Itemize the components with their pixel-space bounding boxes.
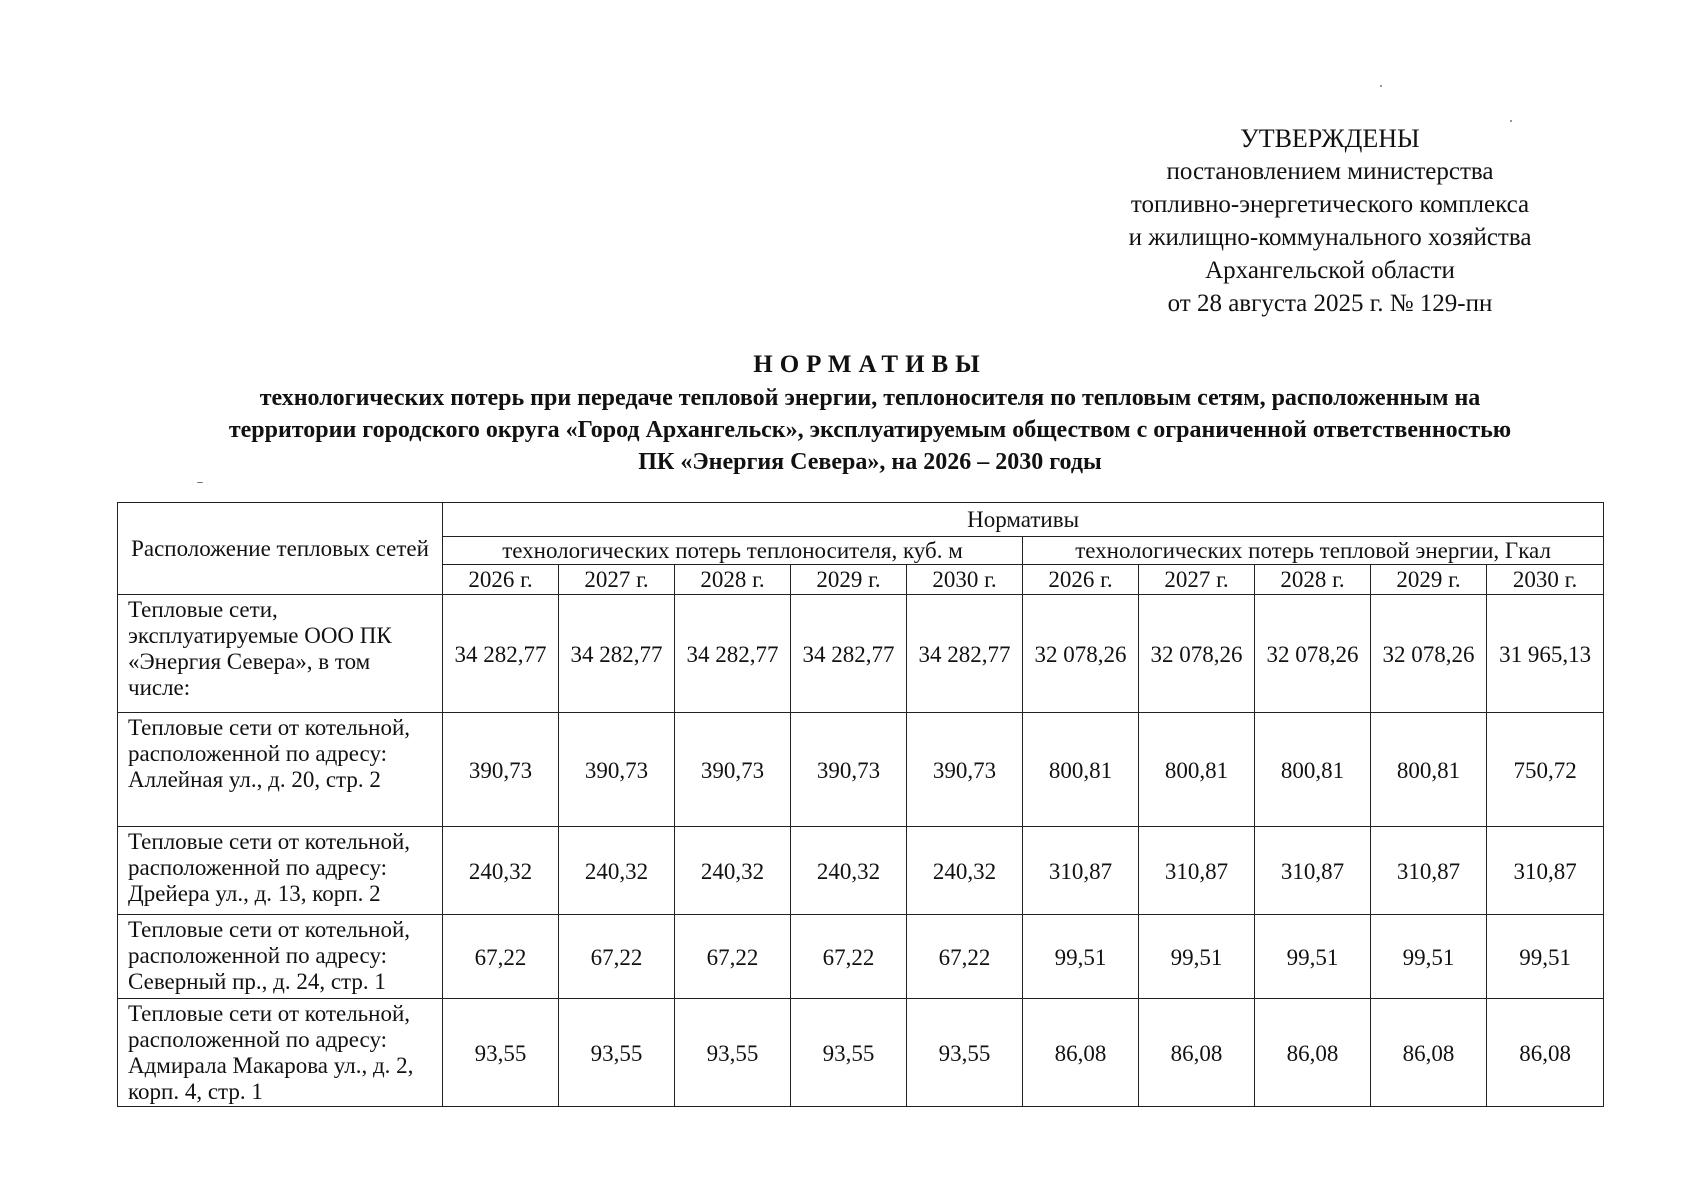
norms-header: Нормативы	[443, 503, 1604, 537]
approval-date-line: от 28 августа 2025 г. № 129-пн	[1167, 290, 1493, 317]
table-cell: 390,73	[443, 713, 559, 827]
table-cell: 32 078,26	[1371, 595, 1487, 713]
table-row	[118, 999, 1604, 1107]
table-cell: 800,81	[1371, 713, 1487, 827]
year-header: 2028 г.	[675, 565, 791, 595]
table-cell: 93,55	[907, 999, 1023, 1107]
table-cell: 34 282,77	[559, 595, 675, 713]
approval-line: и жилищно-коммунального хозяйства	[1128, 224, 1532, 251]
table-cell: 93,55	[675, 999, 791, 1107]
scan-speck	[1380, 85, 1382, 87]
table-cell: 240,32	[675, 827, 791, 915]
table-cell: 390,73	[675, 713, 791, 827]
table-cell: 93,55	[791, 999, 907, 1107]
approval-line: Архангельской области	[1205, 257, 1455, 284]
table-row	[118, 595, 1604, 713]
table-cell: 750,72	[1487, 713, 1604, 827]
year-header: 2027 г.	[559, 565, 675, 595]
table-row	[118, 915, 1604, 999]
table-cell: 32 078,26	[1023, 595, 1139, 713]
table-cell: 32 078,26	[1255, 595, 1371, 713]
document-title	[180, 348, 1560, 478]
table-cell: 240,32	[907, 827, 1023, 915]
year-header: 2028 г.	[1255, 565, 1371, 595]
table-cell: 67,22	[559, 915, 675, 999]
table-row	[118, 713, 1604, 827]
table-cell: 93,55	[443, 999, 559, 1107]
row-location: Тепловые сети, эксплуатируемые ООО ПК «Энергия Севера», в том числе:	[118, 595, 443, 713]
approval-stamp	[1080, 122, 1580, 320]
table-cell: 800,81	[1139, 713, 1255, 827]
title-subtitle: технологических потерь при передаче тепловой энергии, теплоносителя по тепловым сетям, расположенным на территории городского округа «Город Архангельск», эксплуатируемым обществом с ограниченной ответственностью ПК «Энергия Севера», на 2026 – 2030 годы	[228, 385, 1512, 475]
table-cell: 67,22	[791, 915, 907, 999]
scan-speck	[197, 482, 203, 483]
year-header: 2029 г.	[1371, 565, 1487, 595]
table-cell: 240,32	[791, 827, 907, 915]
table-cell: 99,51	[1023, 915, 1139, 999]
approval-heading: УТВЕРЖДЕНЫ	[1240, 124, 1420, 153]
table-cell: 99,51	[1371, 915, 1487, 999]
table-cell: 310,87	[1371, 827, 1487, 915]
table-cell: 240,32	[559, 827, 675, 915]
table-cell: 67,22	[675, 915, 791, 999]
table-cell: 34 282,77	[907, 595, 1023, 713]
table-cell: 800,81	[1023, 713, 1139, 827]
table-cell: 99,51	[1255, 915, 1371, 999]
heat-loss-header: технологических потерь тепловой энергии, Гкал	[1023, 537, 1604, 565]
table-cell: 86,08	[1371, 999, 1487, 1107]
table-cell: 240,32	[443, 827, 559, 915]
coolant-loss-header: технологических потерь теплоносителя, куб. м	[443, 537, 1023, 565]
row-location: Тепловые сети от котельной, расположенной по адресу: Северный пр., д. 24, стр. 1	[118, 915, 443, 999]
table-cell: 86,08	[1023, 999, 1139, 1107]
approval-line: топливно-энергетического комплекса	[1130, 191, 1530, 218]
approval-line: постановлением министерства	[1166, 158, 1494, 185]
table-cell: 34 282,77	[791, 595, 907, 713]
table-cell: 390,73	[559, 713, 675, 827]
table-cell: 310,87	[1255, 827, 1371, 915]
row-location: Тепловые сети от котельной, расположенной по адресу: Аллейная ул., д. 20, стр. 2	[118, 713, 443, 827]
year-header: 2027 г.	[1139, 565, 1255, 595]
table-cell: 67,22	[443, 915, 559, 999]
table-cell: 93,55	[559, 999, 675, 1107]
table-cell: 32 078,26	[1139, 595, 1255, 713]
table-cell: 800,81	[1255, 713, 1371, 827]
title-main: НОРМАТИВЫ	[753, 351, 987, 378]
location-header: Расположение тепловых сетей	[118, 503, 443, 595]
table-cell: 34 282,77	[675, 595, 791, 713]
table-cell: 310,87	[1487, 827, 1604, 915]
table-cell: 34 282,77	[443, 595, 559, 713]
year-header: 2030 г.	[907, 565, 1023, 595]
table-cell: 310,87	[1023, 827, 1139, 915]
table-cell: 86,08	[1487, 999, 1604, 1107]
table-cell: 67,22	[907, 915, 1023, 999]
table-cell: 390,73	[907, 713, 1023, 827]
norms-table	[117, 502, 1604, 1107]
row-location: Тепловые сети от котельной, расположенной по адресу: Адмирала Макарова ул., д. 2, корп. 4, стр. 1	[118, 999, 443, 1107]
table-cell: 99,51	[1487, 915, 1604, 999]
table-cell: 390,73	[791, 713, 907, 827]
year-header: 2029 г.	[791, 565, 907, 595]
table-cell: 310,87	[1139, 827, 1255, 915]
table-row	[118, 827, 1604, 915]
table-cell: 99,51	[1139, 915, 1255, 999]
year-header: 2030 г.	[1487, 565, 1604, 595]
table-cell: 31 965,13	[1487, 595, 1604, 713]
table-cell: 86,08	[1139, 999, 1255, 1107]
row-location: Тепловые сети от котельной, расположенной по адресу: Дрейера ул., д. 13, корп. 2	[118, 827, 443, 915]
table-cell: 86,08	[1255, 999, 1371, 1107]
year-header: 2026 г.	[1023, 565, 1139, 595]
year-header: 2026 г.	[443, 565, 559, 595]
